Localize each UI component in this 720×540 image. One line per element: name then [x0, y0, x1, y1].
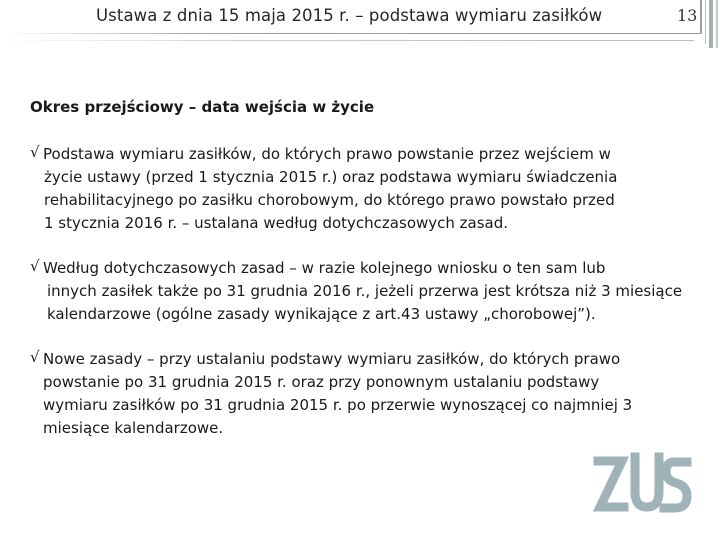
bullet-line: powstanie po 31 grudnia 2015 r. oraz przy ponownym ustalaniu podstawy — [43, 373, 600, 391]
bullet-line: miesiące kalendarzowe. — [43, 419, 224, 437]
slide-content — [30, 98, 720, 462]
slide-title: Ustawa z dnia 15 maja 2015 r. – podstawa wymiaru zasiłków — [96, 6, 603, 25]
header-rule-secondary — [0, 40, 694, 41]
decorative-bar — [709, 0, 713, 48]
bullet-item — [30, 257, 720, 326]
checkmark-icon: √ — [30, 348, 40, 366]
header-rule — [0, 33, 700, 34]
checkmark-icon: √ — [30, 143, 40, 161]
bullet-item — [30, 143, 720, 235]
slide-header — [0, 0, 720, 40]
bullet-line: innych zasiłek także po 31 grudnia 2016 r., jeżeli przerwa jest krótsza niż 3 miesiące — [47, 282, 683, 300]
bullet-item — [30, 348, 720, 440]
bullet-line: 1 stycznia 2016 r. – ustalana według dotychczasowych zasad. — [44, 214, 509, 232]
decorative-bar — [716, 0, 718, 48]
zus-logo — [592, 452, 692, 516]
bullet-line: kalendarzowe (ogólne zasady wynikające z art.43 ustawy „chorobowej”). — [47, 305, 596, 323]
bullet-line: Według dotychczasowych zasad – w razie kolejnego wniosku o ten sam lub — [43, 259, 606, 277]
bullet-line: Podstawa wymiaru zasiłków, do których prawo powstanie przez wejściem w — [43, 145, 611, 163]
bullet-line: Nowe zasady – przy ustalaniu podstawy wymiaru zasiłków, do których prawo — [43, 350, 621, 368]
checkmark-icon: √ — [30, 257, 40, 275]
decorative-bar — [700, 0, 702, 34]
bullet-line: rehabilitacyjnego po zasiłku chorobowym, do którego prawo powstało przed — [44, 191, 615, 209]
bullet-line: wymiaru zasiłków po 31 grudnia 2015 r. po przerwie wynoszącej co najmniej 3 — [43, 396, 633, 414]
section-heading: Okres przejściowy – data wejścia w życie — [30, 98, 375, 116]
decorative-bar — [705, 0, 706, 44]
bullet-line: życie ustawy (przed 1 stycznia 2015 r.) oraz podstawa wymiaru świadczenia — [44, 168, 618, 186]
page-number: 13 — [677, 6, 698, 25]
